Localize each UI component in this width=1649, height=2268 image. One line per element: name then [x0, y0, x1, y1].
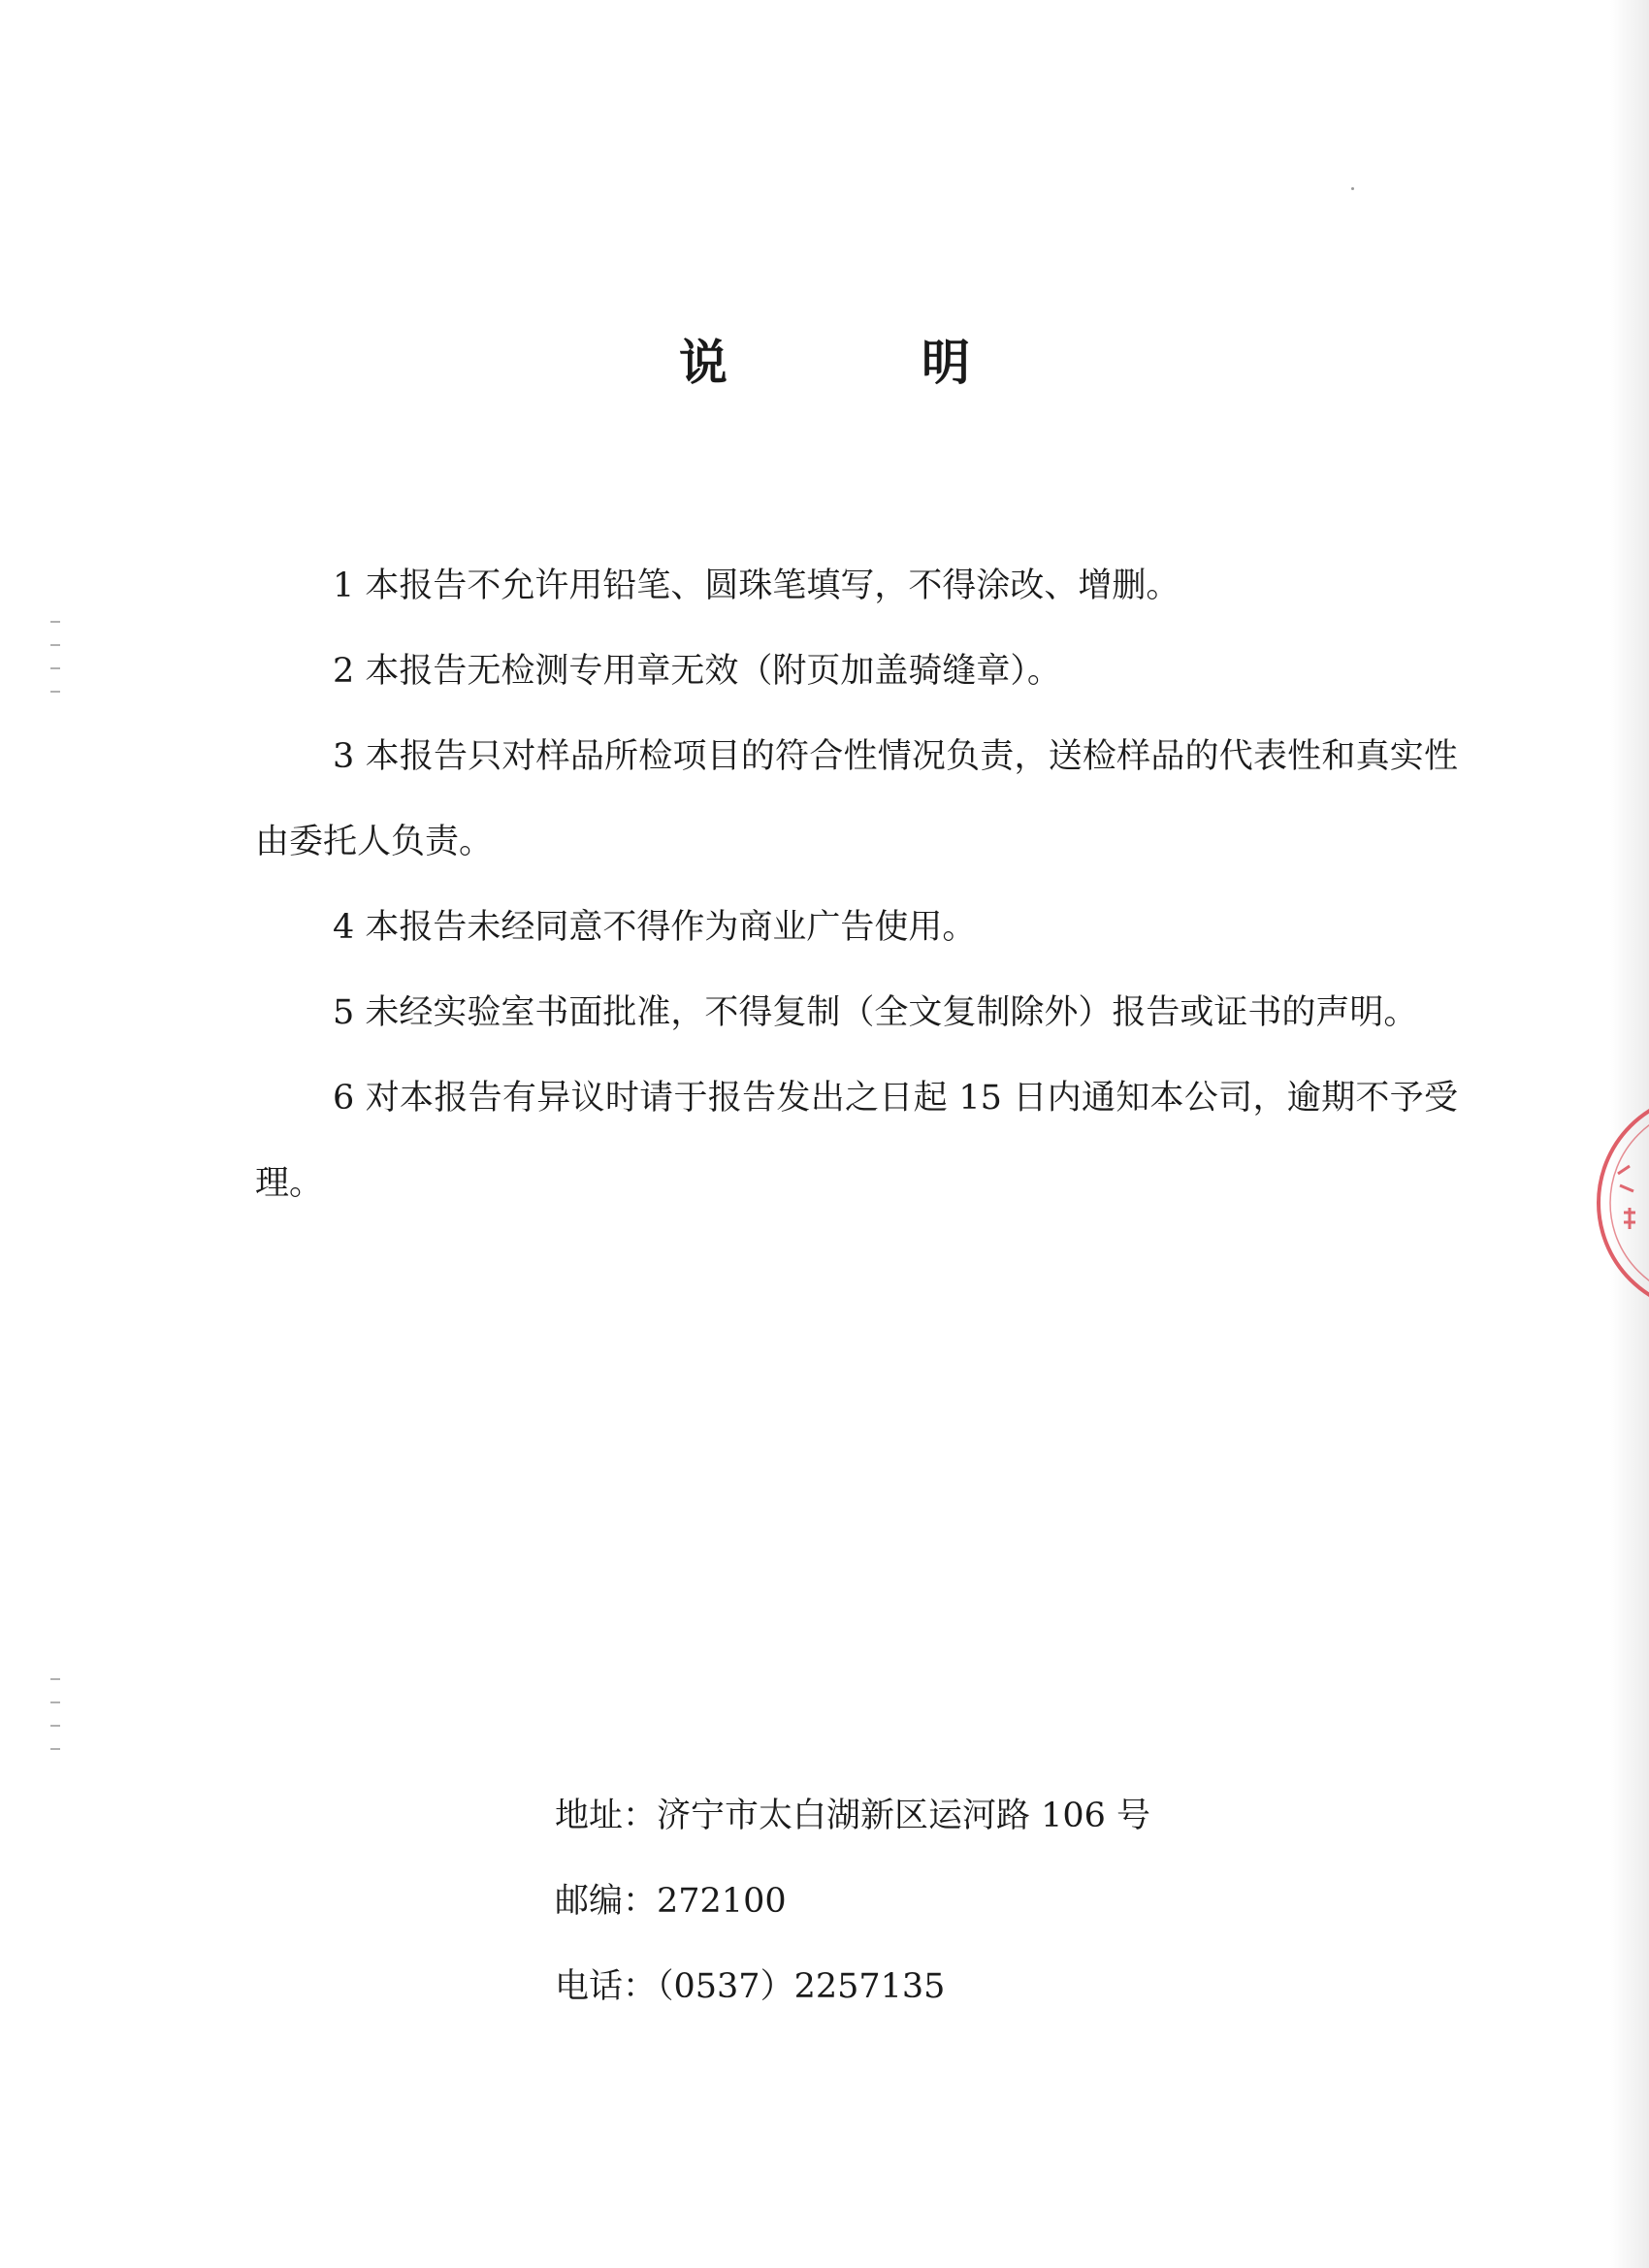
binding-marks-top — [50, 621, 62, 714]
notes-list — [255, 543, 1458, 1226]
address-line: 地址：济宁市太白湖新区运河路 106 号 — [555, 1797, 1151, 1835]
note-item: 2 本报告无检测专用章无效（附页加盖骑缝章）。 — [333, 652, 1061, 691]
note-item: 6 对本报告有异议时请于报告发出之日起 15 日内通知本公司，逾期不予受理。 — [255, 1079, 1458, 1203]
scan-dot — [1351, 187, 1354, 190]
binding-marks-bottom — [50, 1678, 62, 1771]
contact-block — [555, 1773, 1428, 2029]
note-item: 3 本报告只对样品所检项目的符合性情况负责，送检样品的代表性和真实性由委托人负责。 — [255, 737, 1458, 861]
title-char-1: 说 — [679, 333, 728, 391]
title-char-2: 明 — [922, 333, 970, 391]
postcode-line: 邮编：272100 — [555, 1882, 787, 1921]
red-seal-partial — [1581, 1086, 1649, 1319]
note-item: 4 本报告未经同意不得作为商业广告使用。 — [333, 908, 977, 947]
seal-icon — [1581, 1086, 1649, 1319]
page-title — [0, 324, 1649, 394]
note-item: 1 本报告不允许用铅笔、圆珠笔填写，不得涂改、增删。 — [333, 567, 1180, 605]
note-item: 5 未经实验室书面批准，不得复制（全文复制除外）报告或证书的声明。 — [333, 993, 1418, 1032]
phone-line: 电话：（0537）2257135 — [555, 1967, 946, 2006]
